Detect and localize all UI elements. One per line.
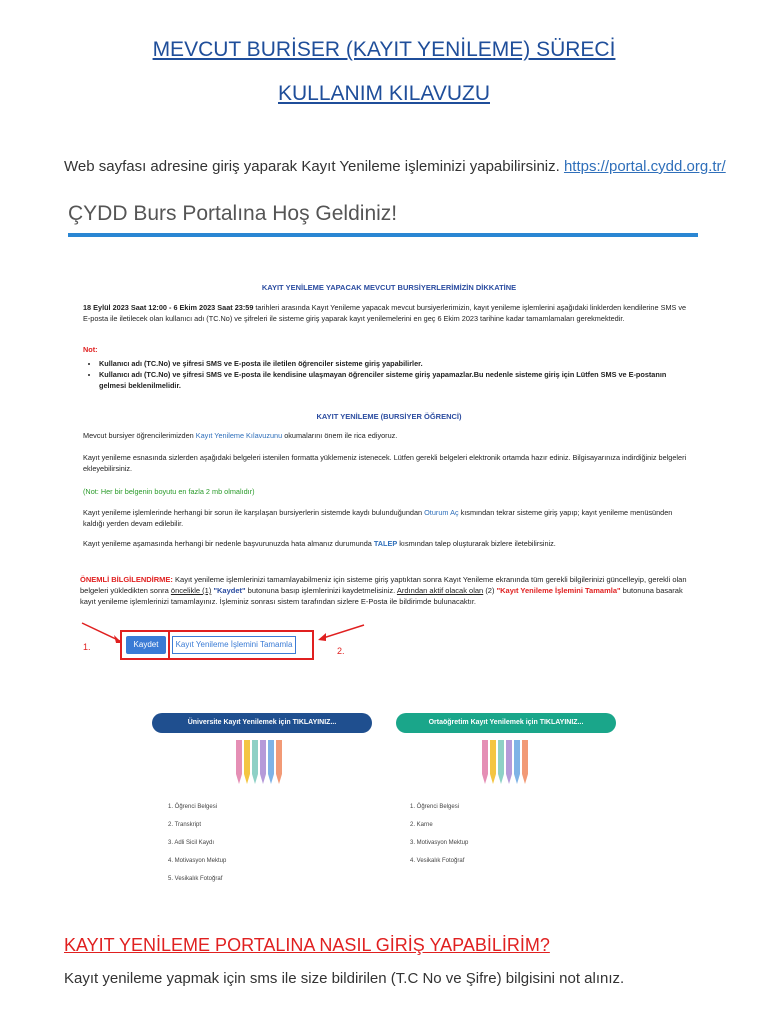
secondary-renewal-label: Ortaöğretim Kayıt Yenilemek için TIKLAYINIZ... [428, 719, 584, 726]
list-item: 1. Öğrenci Belgesi [168, 804, 218, 810]
save-button[interactable]: Kaydet [126, 636, 166, 654]
university-renewal-label: Üniversite Kayıt Yenilemek için TIKLAYINIZ... [187, 719, 337, 726]
list-item: 3. Adli Sicil Kaydı [168, 840, 215, 846]
paragraph-size-note: (Not: Her bir belgenin boyutu en fazla 2 mb olmalıdır) [83, 487, 255, 496]
kayit-heading: KAYIT YENİLEME (BURSİYER ÖĞRENCİ) [316, 412, 462, 421]
intro-paragraph [64, 158, 726, 175]
notice-date: 18 Eylül 2023 Saat 12:00 - 6 Ekim 2023 Saat 23:59 [83, 303, 254, 312]
p1-text-b: okumalarını önem ile rica ediyoruz. [284, 431, 398, 440]
not-label: Not: [83, 345, 98, 354]
list-item: 2. Karne [410, 822, 433, 828]
important-notice [80, 574, 700, 607]
divider-bar [68, 233, 698, 237]
list-item: 1. Öğrenci Belgesi [410, 804, 460, 810]
important-label: ÖNEMLİ BİLGİLENDİRME: [80, 575, 173, 584]
secondary-renewal-button[interactable] [396, 713, 616, 733]
p5-text-b: kısmından talep oluşturarak bizlere iletebilirsiniz. [399, 539, 556, 548]
paragraph-login [83, 507, 693, 529]
bullet-item: • Kullanıcı adı (TC.No) ve şifresi SMS ve E-posta ile iletilen öğrenciler sisteme giriş yapabilirler. [99, 358, 693, 369]
important-oncelikle: öncelikle (1) [170, 586, 212, 595]
paragraph-documents: Kayıt yenileme esnasında sizlerden aşağıdaki belgeleri istenilen formatta yüklemeniz istenecek. Lütfen gerekli belgeleri elektronik ortamda hazır ediniz. Bilgisayarınıza indirdiğiniz belgeleri ekleyebilirsiniz. [83, 453, 687, 473]
pencils-icon [478, 738, 538, 788]
list-item: 2. Transkript [168, 822, 202, 828]
intro-text: Web sayfası adresine giriş yaparak Kayıt Yenileme işleminizi yapabilirsiniz. [64, 158, 560, 175]
annotation-number-2: 2. [337, 646, 345, 656]
list-item: 4. Motivasyon Mektup [168, 858, 227, 864]
notice-text: tarihleri arasında Kayıt Yenileme yapacak mevcut bursiyerlerimizin, kayıt yenileme işlemlerini aşağıdaki linklerden kendilerine SMS ve E-posta ile iletilecek olan kullanıcı adı (TC.No) ve şifreleri ile sisteme giriş yaparak kayıt yenilemelerini en geç 6 Ekim 2023 tarihine kadar tamamlamaları gerekmektedir. [83, 303, 687, 323]
paragraph-talep [83, 538, 693, 549]
p4-text-a: Kayıt yenileme işlemlerinde herhangi bir sorun ile karşılaşan bursiyerlerin sistemde kaydı bulunduğundan [83, 508, 423, 517]
complete-renewal-button[interactable]: Kayıt Yenileme İşlemini Tamamla [172, 636, 296, 654]
important-text-a: Kayıt yenileme işlemlerinizi tamamlayabilmeniz için sisteme giriş yaptıktan sonra Kayıt Yenileme ekranında tüm gerekli bilgilerinizi güncelleyip, gerekli olan belgeleri yükledikten sonra [80, 575, 687, 595]
talep-link[interactable]: TALEP [373, 539, 398, 548]
paragraph-guide [83, 430, 693, 441]
section-paragraph: Kayıt yenileme yapmak için sms ile size bildirilen (T.C No ve Şifre) bilgisini not alınız. [64, 970, 625, 987]
pencils-icon [232, 738, 292, 788]
doc-title-line1: MEVCUT BURİSER (KAYIT YENİLEME) SÜRECİ [152, 38, 616, 61]
important-tamamla: "Kayıt Yenileme İşlemini Tamamla" [496, 586, 621, 595]
notice-heading: KAYIT YENİLEME YAPACAK MEVCUT BURSİYERLERİMİZİN DİKKATİNE [261, 283, 517, 292]
notice-bullets [83, 358, 693, 391]
secondary-documents-list [410, 798, 468, 870]
notice-paragraph [83, 302, 693, 324]
important-text-c: butonuna basarak kayıt yenileme işlemlerinizi tamamlayınız. İşleminiz sonrası sistem tarafından sizlere E-Posta ile bildirimde bulunacaktır. [80, 586, 683, 606]
list-item: 4. Vesikalık Fotoğraf [410, 858, 465, 864]
p4-text-b: kısmından tekrar sisteme giriş yapıp; kayıt yenileme menüsünden kaldığı yerden devam edilebilir. [83, 508, 673, 528]
list-item: 5. Vesikalık Fotoğraf [168, 876, 223, 882]
university-renewal-button[interactable] [152, 713, 372, 733]
portal-link[interactable]: https://portal.cydd.org.tr/ [563, 158, 726, 175]
university-documents-list [168, 798, 226, 888]
important-text-b: butonuna basıp işlemlerinizi kaydetmelisiniz. [247, 586, 396, 595]
annotation-number-1: 1. [83, 642, 91, 652]
bullet-item: • Kullanıcı adı (TC.No) ve şifresi SMS ve E-posta ile kendisine ulaşmayan öğrenciler sisteme giriş yapamazlar.Bu nedenle sisteme giriş için Lütfen SMS ve E-postanın gelmesi beklenilmelidir. [99, 369, 693, 391]
p5-text-a: Kayıt yenileme aşamasında herhangi bir nedenle başvurunuzda hata almanız durumunda [83, 539, 372, 548]
login-link[interactable]: Oturum Aç [424, 508, 459, 517]
important-ardindan: Ardından aktif olacak olan [396, 586, 484, 595]
p1-text-a: Mevcut bursiyer öğrencilerimizden [83, 431, 194, 440]
guide-link[interactable]: Kayıt Yenileme Kılavuzunu [195, 431, 283, 440]
important-two: (2) [485, 586, 495, 595]
doc-title-line2: KULLANIM KILAVUZU [278, 82, 490, 105]
list-item: 3. Motivasyon Mektup [410, 840, 469, 846]
section-heading: KAYIT YENİLEME PORTALINA NASIL GİRİŞ YAPABİLİRİM? [64, 935, 550, 955]
annotation-arrows [80, 615, 370, 655]
important-kaydet: "Kaydet" [213, 586, 246, 595]
welcome-heading: ÇYDD Burs Portalına Hoş Geldiniz! [68, 202, 398, 225]
